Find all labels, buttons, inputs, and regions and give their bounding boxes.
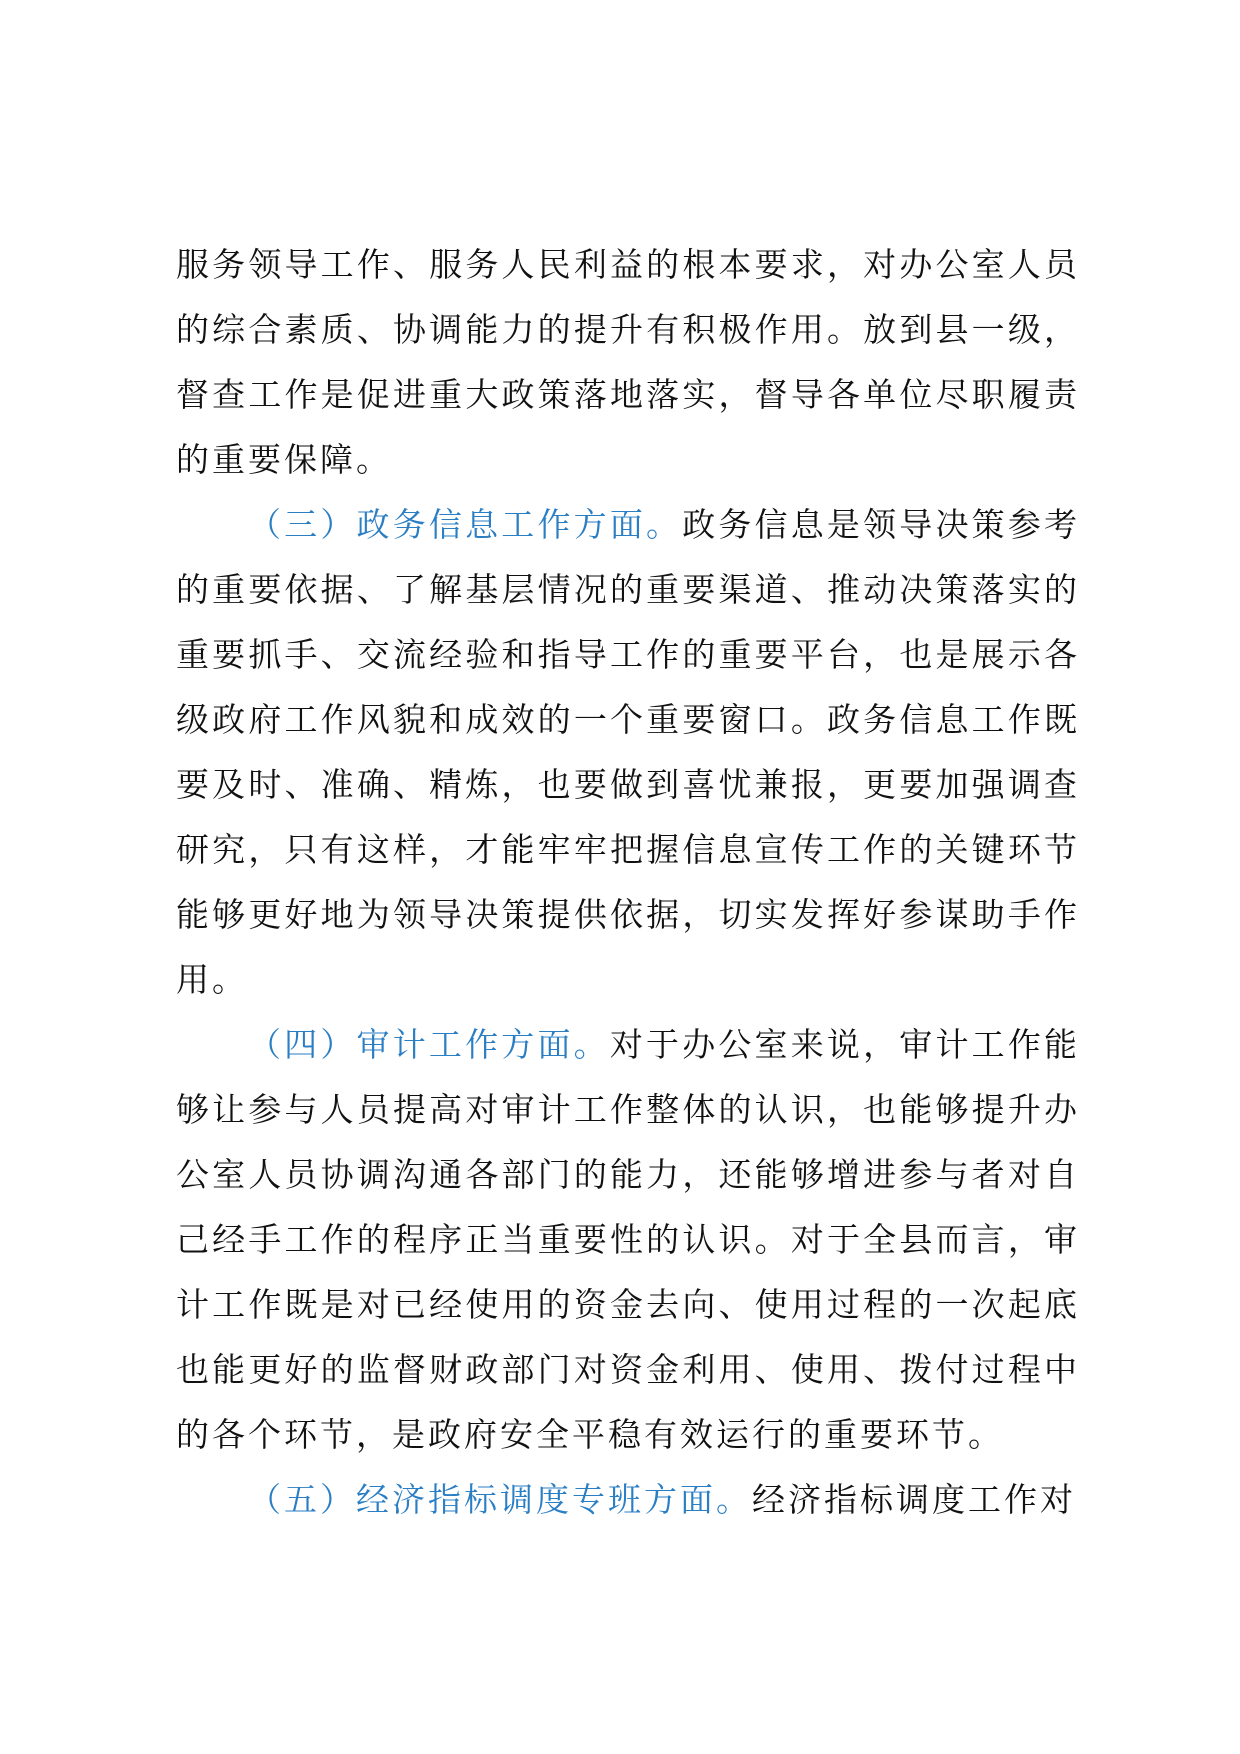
section-heading: （三）政务信息工作方面。 xyxy=(248,505,683,544)
paragraph-text: 对于办公室来说，审计工作能够让参与人员提高对审计工作整体的认识，也能够提升办公室人员协调沟通各部门的能力，还能够增进参与者对自己经手工作的程序正当重要性的认识。对于全县而言，审计工作既是对已经使用的资金去向、使用过程的一次起底也能更好的监督财政部门对资金利用、使用、拨付过程中的各个环节，是政府安全平稳有效运行的重要环节。 xyxy=(176,1025,1081,1454)
section-heading: （五）经济指标调度专班方面。 xyxy=(248,1480,752,1519)
paragraph-text: 服务领导工作、服务人民利益的根本要求，对办公室人员的综合素质、协调能力的提升有积极作用。放到县一级，督查工作是促进重大政策落地落实，督导各单位尽职履责的重要保障。 xyxy=(176,245,1080,479)
paragraph-text: 政务信息是领导决策参考的重要依据、了解基层情况的重要渠道、推动决策落实的重要抓手、交流经验和指导工作的重要平台，也是展示各级政府工作风貌和成效的一个重要窗口。政务信息工作既要及时、准确、精炼，也要做到喜忧兼报，更要加强调查研究，只有这样，才能牢牢把握信息宣传工作的关键环节能够更好地为领导决策提供依据，切实发挥好参谋助手作用。 xyxy=(176,505,1081,999)
paragraph-section-4 xyxy=(176,1012,1080,1467)
paragraph-continuation xyxy=(176,232,1080,492)
paragraph-section-5 xyxy=(176,1467,1080,1532)
paragraph-section-3 xyxy=(176,492,1080,1012)
document-body xyxy=(176,232,1080,1532)
section-heading: （四）审计工作方面。 xyxy=(248,1025,610,1064)
paragraph-text: 经济指标调度工作对 xyxy=(752,1480,1076,1519)
